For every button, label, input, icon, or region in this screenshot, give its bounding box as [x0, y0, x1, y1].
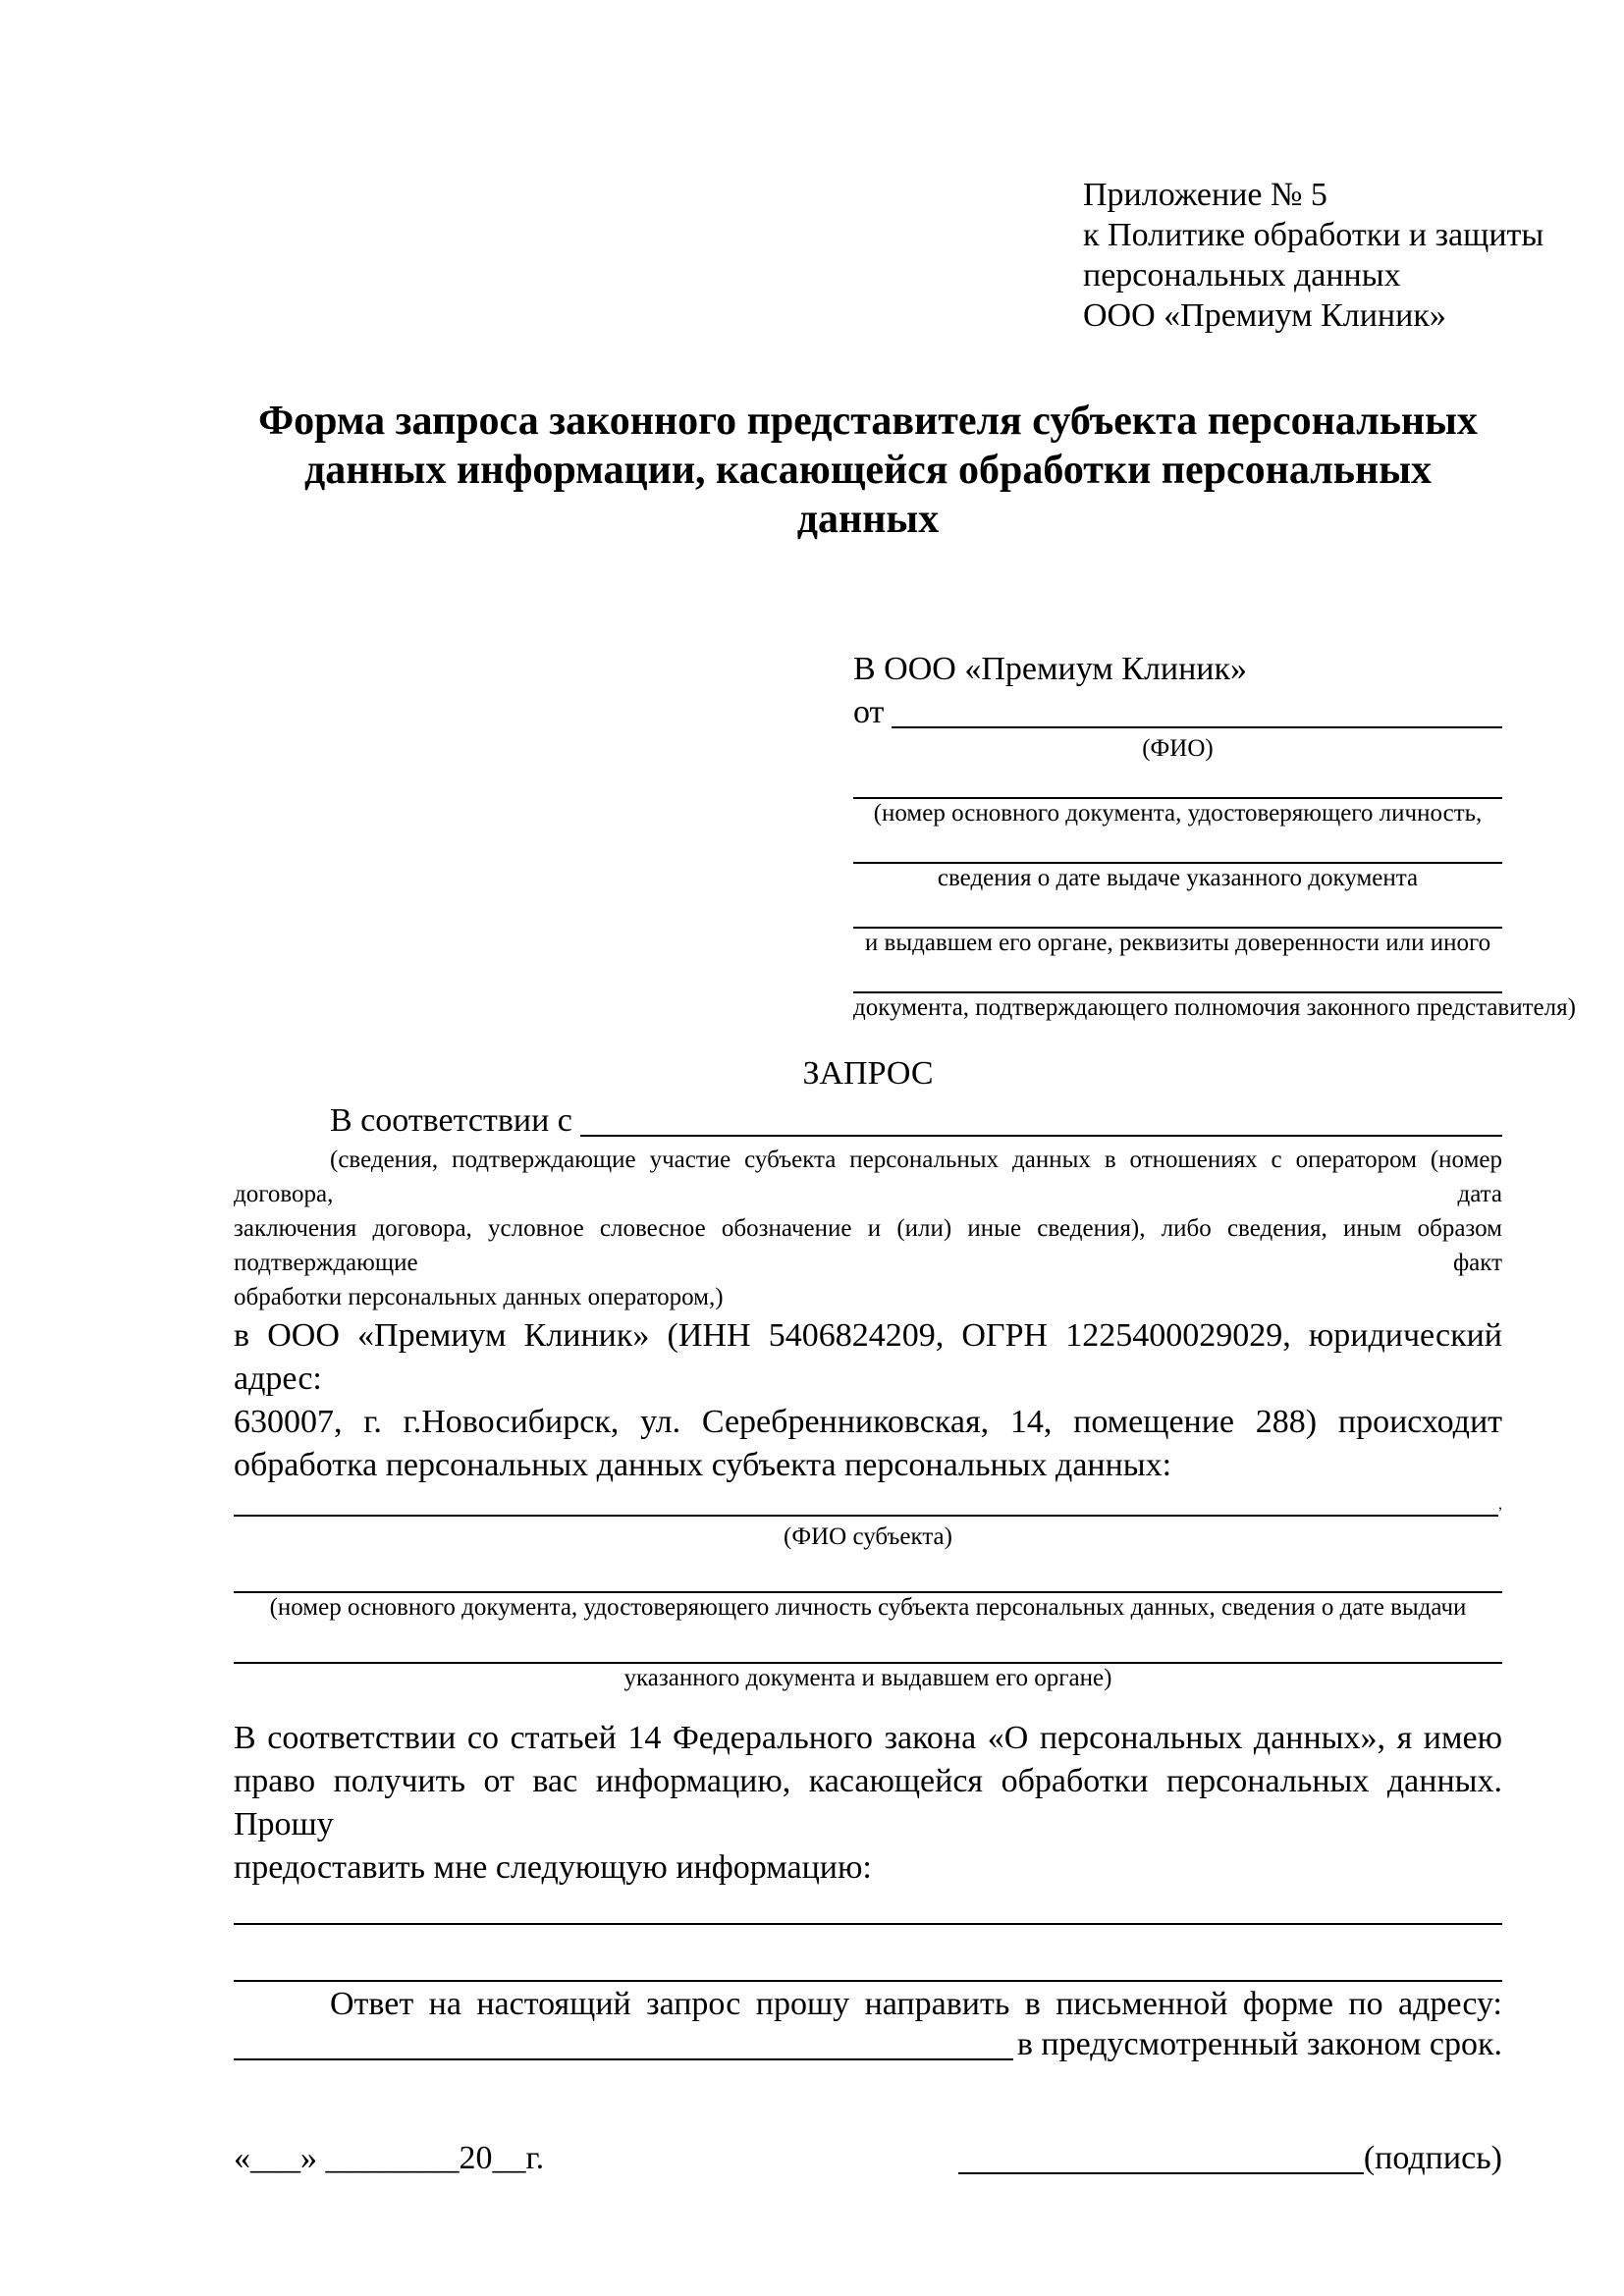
subject-fio-blank-line: [234, 1487, 1498, 1517]
law-paragraph-line: право получить от вас информацию, касающейся обработки персональных данных. Прошу: [234, 1763, 1502, 1842]
blank-line: [234, 1897, 1502, 1925]
subject-fio-row: [234, 1487, 1502, 1522]
operator-paragraph-line: 630007, г. г.Новосибирск, ул. Серебренниковская, 14, помещение 288) происходит: [234, 1404, 1502, 1440]
operator-paragraph: [234, 1314, 1502, 1487]
blank-line-caption: (номер основного документа, удостоверяющего личность,: [873, 800, 1483, 827]
signature-caption: (подпись): [1363, 2140, 1502, 2176]
fine-print-line: заключения договора, условное словесное обозначение и (или) иные сведения), либо сведения, иным образом подтверждающие факт: [234, 1215, 1502, 1276]
operator-paragraph-line: в ООО «Премиум Клиник» (ИНН 5406824209, ОГРН 1225400029029, юридический адрес:: [234, 1317, 1502, 1397]
blank-line: [853, 958, 1502, 993]
addressee-block: [853, 648, 1576, 1023]
intro-lead-text: В соответствии с: [330, 1102, 572, 1139]
signature-field: [958, 2137, 1502, 2180]
blank-line: [853, 828, 1502, 864]
blank-line-caption: сведения о дате выдаче указанного документа: [937, 865, 1419, 891]
blank-line: [234, 1623, 1502, 1664]
request-heading: ЗАПРОС: [802, 1055, 934, 1092]
blank-line: [853, 764, 1502, 799]
intro-field-row: [234, 1099, 1502, 1143]
law-paragraph: [234, 1717, 1502, 1890]
subject-doc-caption: (номер основного документа, удостоверяющего личность субъекта персональных данных, сведения о дате выдачи: [269, 1594, 1467, 1621]
intro-blank-line: [580, 1099, 1502, 1137]
date-field: «___» ________20__г.: [234, 2140, 545, 2176]
blank-line: [234, 1925, 1502, 1982]
appendix-line: Приложение № 5: [1083, 177, 1327, 213]
appendix-line: персональных данных: [1083, 257, 1401, 294]
appendix-line: ООО «Премиум Клиник»: [1083, 297, 1446, 334]
law-paragraph-line: предоставить мне следующую информацию:: [234, 1849, 872, 1886]
answer-line: Ответ на настоящий запрос прошу направить в письменной форме по адресу:: [330, 1986, 1502, 2022]
fine-print-line: обработки персональных данных оператором,): [234, 1284, 724, 1310]
from-blank-line: [892, 691, 1502, 728]
appendix-block: [1083, 175, 1544, 336]
addressee-organization: В ООО «Премиум Клиник»: [853, 651, 1248, 687]
operator-paragraph-line: обработка персональных данных субъекта персональных данных:: [234, 1447, 1172, 1483]
blank-line: [853, 893, 1502, 929]
answer-paragraph: [234, 1986, 1502, 2066]
appendix-line: к Политике обработки и защиты: [1083, 217, 1544, 253]
from-label: от: [853, 694, 885, 730]
document-title: Форма запроса законного представителя субъекта персональных данных информации, касающейся обработки персональных данных: [258, 399, 1478, 542]
from-field-row: [853, 691, 1502, 734]
blank-line-caption: документа, подтверждающего полномочия законного представителя): [853, 994, 1576, 1021]
answer-line-suffix: в предусмотренный законом срок.: [1016, 2026, 1502, 2062]
blank-line: [234, 1552, 1502, 1593]
date-signature-row: [234, 2137, 1502, 2180]
blank-line-caption: и выдавшем его органе, реквизиты доверенности или иного: [864, 930, 1491, 956]
fine-print-line: (сведения, подтверждающие участие субъекта персональных данных в отношениях с оператором (номер договора, дата: [234, 1147, 1502, 1207]
subject-doc-caption: указанного документа и выдавшем его органе): [623, 1665, 1112, 1691]
trailing-comma: ,: [1498, 1496, 1502, 1513]
law-paragraph-line: В соответствии со статьей 14 Федерального закона «О персональных данных», я имею: [234, 1720, 1502, 1756]
fine-print-note: [234, 1143, 1502, 1314]
address-blank-line: [234, 2023, 1013, 2060]
answer-address-row: [234, 2023, 1502, 2066]
subject-fio-caption: (ФИО субъекта): [784, 1523, 952, 1550]
signature-blank-line: [958, 2137, 1364, 2174]
fio-caption: (ФИО): [1142, 735, 1214, 762]
